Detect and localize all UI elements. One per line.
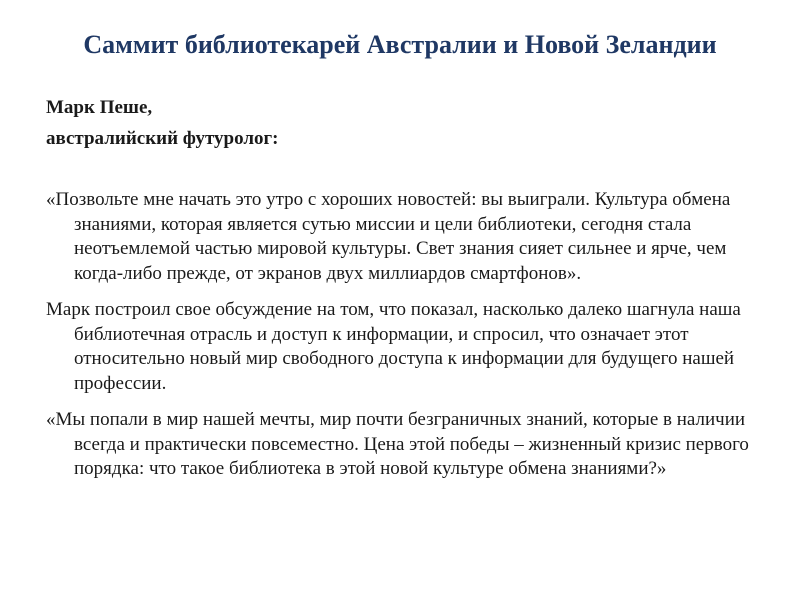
slide-title: Саммит библиотекарей Австралии и Новой Зеландии [83, 30, 717, 59]
speaker-name: Марк Пеше, [46, 97, 153, 118]
summary-paragraph: Марк построил свое обсуждение на том, что показал, насколько далеко шагнула наша библиотечная отрасль и доступ к информации, и спросил, что означает этот относительно новый мир свободного доступа к информации для будущего нашей профессии. [46, 299, 741, 394]
quote-paragraph-1: «Позвольте мне начать это утро с хороших новостей: вы выиграли. Культура обмена знаниями, которая является сутью миссии и цели библиотеки, сегодня стала неотъемлемой частью мировой культуры. Свет знания сияет сильнее и ярче, чем когда-либо прежде, от экранов двух миллиардов смартфонов». [46, 189, 731, 284]
speaker-role: австралийский футуролог: [46, 127, 279, 149]
quote-paragraph-2: «Мы попали в мир нашей мечты, мир почти безграничных знаний, которые в наличии всегда и практически повсеместно. Цена этой победы – жизненный кризис первого порядка: что такое библиотека в этой новой культуре обмена знаниями?» [46, 409, 749, 479]
slide-content [46, 96, 766, 482]
